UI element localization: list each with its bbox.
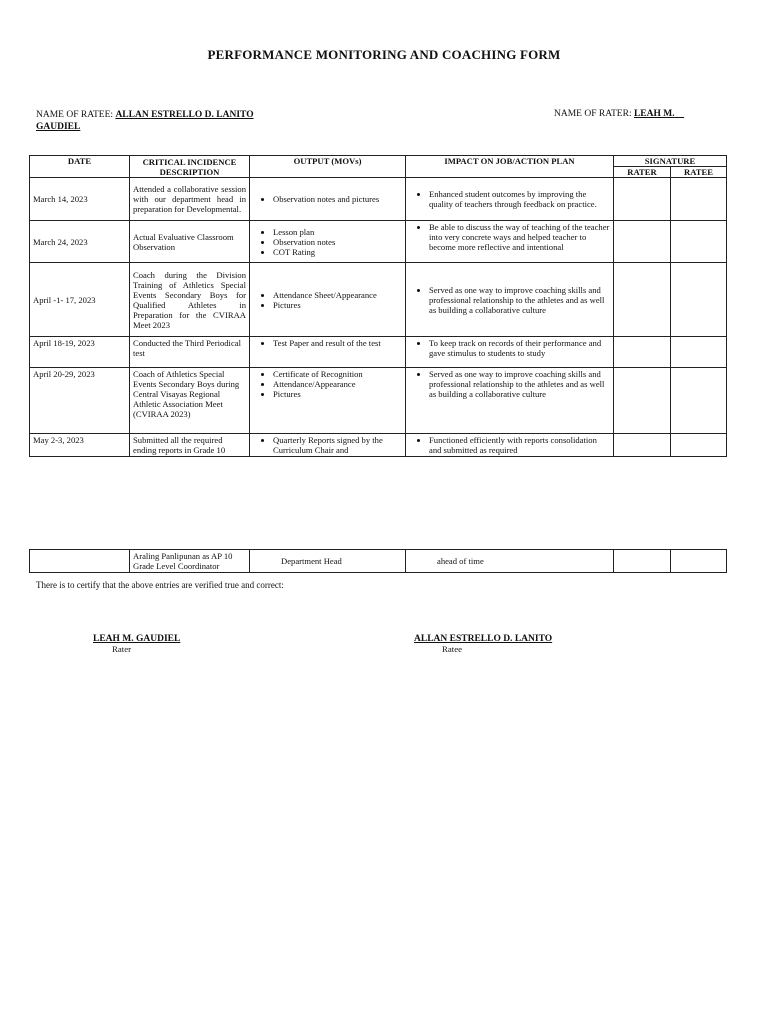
rater-signature-cell <box>614 178 671 221</box>
form-title: PERFORMANCE MONITORING AND COACHING FORM <box>207 47 561 62</box>
rater-signature-block <box>93 634 180 654</box>
impact-item: • Served as one way to improve coaching skills and professional relationship to the athletes and as well as building a collaborative culture <box>429 285 610 315</box>
impact-cell <box>406 337 614 368</box>
table-row <box>30 434 727 457</box>
output-cell <box>250 221 406 263</box>
impact-item: • Be able to discuss the way of teaching of the teacher into very concrete ways and helped teacher to become more reflective and intentional <box>429 222 610 252</box>
ratee-signature-cell <box>671 434 727 457</box>
description-cell: Coach of Athletics Special Events Secondary Boys during Central Visayas Regional Athletic Association Meet (CVIRAA 2023) <box>130 368 250 434</box>
output-cell <box>250 368 406 434</box>
impact-item: • Served as one way to improve coaching skills and professional relationship to the athletes and as well as building a collaborative culture <box>429 369 610 399</box>
output-item: • Test Paper and result of the test <box>273 338 402 348</box>
ratee-signature-cell <box>671 178 727 221</box>
table-row <box>30 337 727 368</box>
description-cell: Coach during the Division Training of Athletics Special Events Secondary Boys for Qualified Athletes in Preparation for the CVIRAA Meet 2023 <box>130 263 250 337</box>
description-cell: Attended a collaborative session with our department head in preparation for Developmental. <box>130 178 250 221</box>
coaching-table-continuation <box>29 549 727 573</box>
coaching-table <box>29 155 727 457</box>
rater-name: LEAH M. <box>633 109 675 119</box>
description-cell: Actual Evaluative Classroom Observation <box>130 221 250 263</box>
output-cell <box>250 434 406 457</box>
ratee-name-line <box>36 109 296 133</box>
impact-item: • To keep track on records of their performance and gave stimulus to students to study <box>429 338 610 358</box>
output-item: • Pictures <box>273 389 402 399</box>
rater-signature-cell <box>614 263 671 337</box>
date-cell <box>30 550 130 573</box>
date-cell: April 20-29, 2023 <box>30 368 130 434</box>
ratee-signature-block <box>414 634 552 654</box>
description-cell: Submitted all the required ending reports in Grade 10 <box>130 434 250 457</box>
description-cell: Araling Panlipunan as AP 10 Grade Level Coordinator <box>130 550 250 573</box>
ratee-signature-cell <box>671 337 727 368</box>
date-cell: April -1- 17, 2023 <box>30 263 130 337</box>
header-signature: SIGNATURE <box>614 156 727 167</box>
rater-label: NAME OF RATER: <box>554 109 632 119</box>
header-rater: RATER <box>614 167 671 178</box>
header-impact: IMPACT ON JOB/ACTION PLAN <box>406 156 614 178</box>
impact-item: • Enhanced student outcomes by improving the quality of teachers through feedback on practice. <box>429 189 610 209</box>
output-item: • Certificate of Recognition <box>273 369 402 379</box>
rater-signature-role: Rater <box>112 644 132 654</box>
output-cell <box>250 337 406 368</box>
ratee-signature-role: Ratee <box>442 644 463 654</box>
output-item: • Observation notes <box>273 237 402 247</box>
ratee-label: NAME OF RATEE: <box>36 110 114 120</box>
rater-name-line <box>554 109 734 119</box>
rater-signature-name: LEAH M. GAUDIEL <box>93 634 181 644</box>
ratee-signature-cell <box>671 221 727 263</box>
output-cell <box>250 178 406 221</box>
table-row <box>30 221 727 263</box>
rater-signature-cell <box>614 550 671 573</box>
impact-cell <box>406 263 614 337</box>
header-date: DATE <box>30 156 130 178</box>
date-cell: May 2-3, 2023 <box>30 434 130 457</box>
output-cell <box>250 263 406 337</box>
table-row <box>30 550 727 573</box>
output-item: • COT Rating <box>273 247 402 257</box>
impact-cell <box>406 368 614 434</box>
table-row <box>30 178 727 221</box>
impact-item: • Functioned efficiently with reports consolidation and submitted as required <box>429 435 610 455</box>
ratee-name-continuation: GAUDIEL <box>36 122 81 132</box>
output-item: • Quarterly Reports signed by the Curriculum Chair and <box>273 435 402 455</box>
impact-cell <box>406 434 614 457</box>
output-cell: Department Head <box>250 550 406 573</box>
output-item: • Attendance Sheet/Appearance <box>273 290 402 300</box>
certification-text: There is to certify that the above entries are verified true and correct: <box>36 580 284 590</box>
header-ratee: RATEE <box>671 167 727 178</box>
output-item: • Pictures <box>273 300 402 310</box>
ratee-signature-name: ALLAN ESTRELLO D. LANITO <box>414 634 553 644</box>
table-row <box>30 368 727 434</box>
rater-signature-cell <box>614 337 671 368</box>
rater-signature-cell <box>614 368 671 434</box>
ratee-name: ALLAN ESTRELLO D. LANITO <box>115 110 254 120</box>
rater-signature-cell <box>614 221 671 263</box>
impact-cell <box>406 178 614 221</box>
description-cell: Conducted the Third Periodical test <box>130 337 250 368</box>
table-row <box>30 263 727 337</box>
date-cell: March 24, 2023 <box>30 221 130 263</box>
output-item: • Attendance/Appearance <box>273 379 402 389</box>
impact-cell <box>406 221 614 263</box>
header-output: OUTPUT (MOVs) <box>250 156 406 178</box>
header-critical-incidence: CRITICAL INCIDENCE DESCRIPTION <box>130 156 250 178</box>
ratee-signature-cell <box>671 550 727 573</box>
ratee-signature-cell <box>671 263 727 337</box>
date-cell: April 18-19, 2023 <box>30 337 130 368</box>
date-cell: March 14, 2023 <box>30 178 130 221</box>
output-item: • Lesson plan <box>273 227 402 237</box>
impact-cell: ahead of time <box>406 550 614 573</box>
output-item: • Observation notes and pictures <box>273 194 402 204</box>
rater-signature-cell <box>614 434 671 457</box>
ratee-signature-cell <box>671 368 727 434</box>
